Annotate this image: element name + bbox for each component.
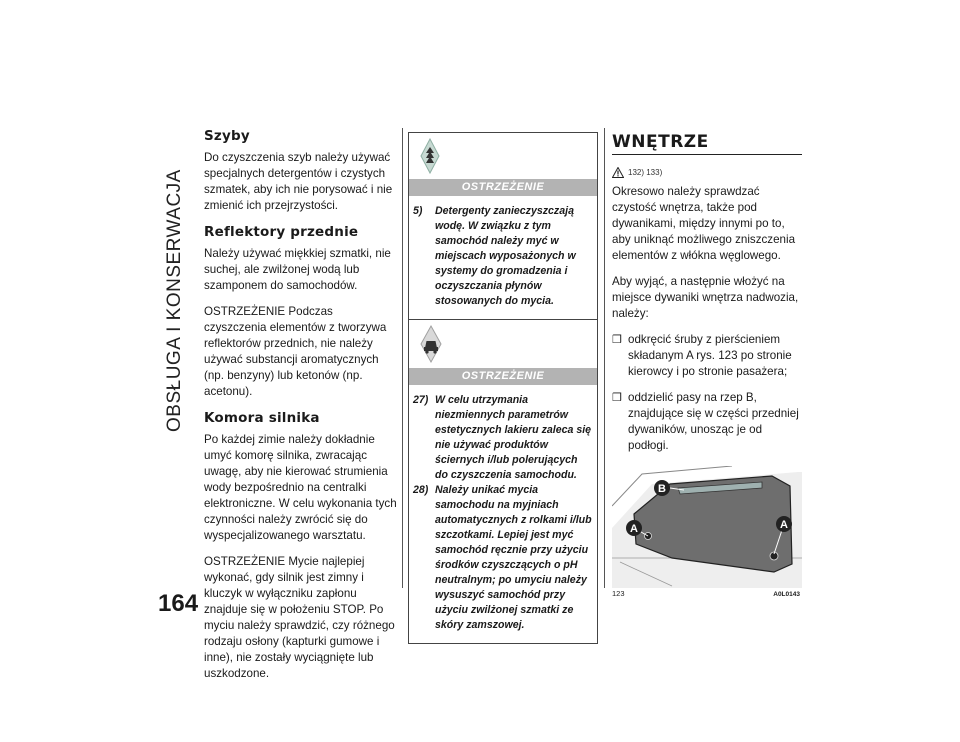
warning-item — [413, 204, 593, 309]
icon-area — [409, 133, 597, 179]
chapter-sidebar — [160, 132, 190, 432]
floor-mat-figure — [612, 466, 802, 596]
warning-header: OSTRZEŻENIE — [409, 368, 597, 385]
warning-item-text: W celu utrzymania niezmiennych parametrów estetycznych lakieru zaleca się nie używać produktów ściernych i/lub polerujących do czyszczenia samochodu. — [435, 394, 592, 481]
warning-item-number: 27) — [413, 394, 429, 406]
column-middle — [408, 132, 598, 644]
warning-references — [612, 167, 802, 178]
label-b: B — [658, 483, 666, 495]
label-a: A — [780, 519, 788, 531]
warning-header: OSTRZEŻENIE — [409, 179, 597, 196]
warning-body — [409, 196, 597, 319]
warning-item-number: 28) — [413, 484, 429, 496]
warning-box-car — [408, 320, 598, 644]
warning-item — [413, 393, 593, 483]
chapter-title: OBSŁUGA I KONSERWACJA — [164, 169, 185, 432]
checkbox-bullet-icon: ❒ — [612, 334, 622, 346]
paragraph-interior-2: Aby wyjąć, a następnie włożyć na miejsce dywaniki wnętrza nadwozia, należy: — [612, 275, 799, 320]
section-title: WNĘTRZE — [612, 132, 802, 155]
floor-mat-illustration — [612, 466, 802, 588]
warning-item-text: Należy unikać mycia samochodu na myjniach automatycznych z rolkami i/lub szczotkami. Lepiej jest myć samochód ręcznie przy użyciu środków czyszczących o pH neutralnym; po umyciu należy wysuszyć samochód przy użyciu zwilżonej szmatki ze skóry zamszowej. — [435, 484, 592, 631]
column-divider — [604, 128, 605, 588]
checkbox-bullet-icon: ❒ — [612, 392, 622, 404]
label-a: A — [630, 523, 638, 535]
environment-warning-icon — [419, 137, 441, 175]
heading-reflektory: Reflektory przednie — [204, 224, 359, 240]
page-number: 164 — [158, 590, 199, 617]
bullet-item — [612, 390, 802, 454]
paragraph-interior-1: Okresowo należy sprawdzać czystość wnętrza, także pod dywanikami, między innymi po to, aby uniknąć możliwego zniszczenia elementów z włókna węglowego. — [612, 185, 796, 262]
warning-item-number: 5) — [413, 205, 423, 217]
paragraph-reflektory-1: Należy używać miękkiej szmatki, nie suchej, ale zwilżonej wodą lub szamponem do samochodów. — [204, 247, 391, 292]
heading-komora: Komora silnika — [204, 410, 320, 426]
warning-body — [409, 385, 597, 643]
warning-item — [413, 483, 593, 633]
paragraph-komora-1: Po każdej zimie należy dokładnie umyć komorę silnika, zwracając uwagę, aby nie kierować strumienia wody bezpośrednio na centralki elektroniczne. W celu wykonania tych czynności należy zwrócić się do wyspecjalizowanego warsztatu. — [204, 433, 397, 542]
reference-numbers: 132) 133) — [628, 168, 663, 177]
paragraph-reflektory-2: OSTRZEŻENIE Podczas czyszczenia elementów z tworzywa reflektorów przednich, nie należy używać substancji aromatycznych (np. benzyny) lub ketonów (np. acetonu). — [204, 305, 387, 398]
paragraph-szyby: Do czyszczenia szyb należy używać specjalnych detergentów i czystych szmatek, aby ich nie porysować i nie zmienić ich przejrzystości. — [204, 151, 393, 212]
bullet-item — [612, 332, 802, 380]
warning-triangle-icon — [612, 167, 624, 178]
figure-number: 123 — [612, 589, 625, 598]
bullet-text: odkręcić śruby z pierścieniem składanym A rys. 123 po stronie kierowcy i po stronie pasażera; — [628, 333, 792, 378]
warning-box-environment — [408, 132, 598, 320]
column-left — [204, 128, 398, 692]
heading-szyby: Szyby — [204, 128, 250, 144]
paragraph-komora-2: OSTRZEŻENIE Mycie najlepiej wykonać, gdy silnik jest zimny i kluczyk w wyłączniku zapłonu znajduje się w położeniu STOP. Po myciu należy sprawdzić, czy różnego rodzaju osłony (kapturki gumowe i inne), nie zostały wyciągnięte lub uszkodzone. — [204, 555, 395, 680]
warning-item-text: Detergenty zanieczyszczają wodę. W związku z tym samochód należy myć w miejscach wyposażonych w systemy do gromadzenia i oczyszczania płynów stosowanych do mycia. — [435, 205, 576, 307]
icon-area — [409, 320, 597, 368]
column-right — [612, 128, 802, 596]
column-divider — [402, 128, 403, 588]
car-warning-icon — [419, 324, 443, 364]
figure-code: A0L0143 — [773, 591, 800, 598]
bullet-text: oddzielić pasy na rzep B, znajdujące się w części przedniej dywaników, unosząc je od podłogi. — [628, 391, 799, 452]
